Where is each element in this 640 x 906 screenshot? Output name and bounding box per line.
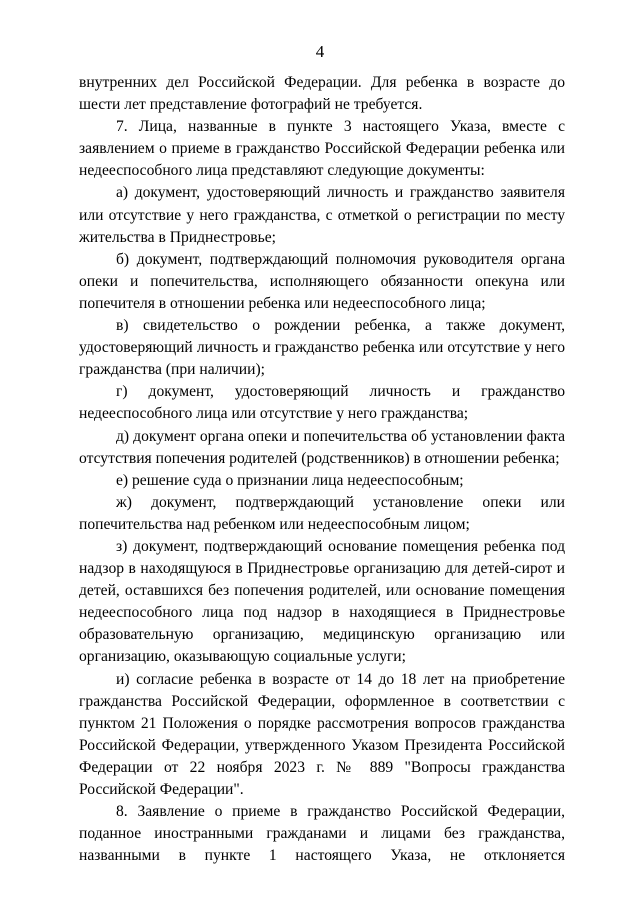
subitem-i: и) согласие ребенка в возрасте от 14 до 18 лет на приобретение гражданства Российской Федерации, оформленное в соответствии с пунктом 21 Положения о порядке рассмотрения вопросов гражданства Российской Федерации, утвержденного Указом Президента Российской Федерации от 22 ноября 2023 г. № 889 "Вопросы гражданства Российской Федерации". <box>79 670 565 798</box>
subitem-z: з) документ, подтверждающий основание помещения ребенка под надзор в находящуюся в Приднестровье организацию для детей-сирот и детей, оставшихся без попечения родителей, или основание помещения недееспособного лица под надзор в находящиеся в Приднестровье образовательную организацию, медицинскую организацию или организацию, оказывающую социальные услуги; <box>79 537 565 666</box>
subitem-b: б) документ, подтверждающий полномочия руководителя органа опеки и попечительства, исполняющего обязанности опекуна или попечителя в отношении ребенка или недееспособного лица; <box>79 250 565 312</box>
paragraph-item-8: 8. Заявление о приеме в гражданство Российской Федерации, поданное иностранными гражданами и лицами без гражданства, названными в пункте 1 настоящего Указа, не отклоняется <box>79 803 565 865</box>
subitem-g: г) документ, удостоверяющий личность и гражданство недееспособного лица или отсутствие у него гражданства; <box>79 383 565 423</box>
subitem-v: в) свидетельство о рождении ребенка, а также документ, удостоверяющий личность и гражданство ребенка или отсутствие у него гражданства (при наличии); <box>79 317 565 379</box>
document-body <box>79 72 565 867</box>
paragraph-item-7: 7. Лица, названные в пункте 3 настоящего Указа, вместе с заявлением о приеме в гражданство Российской Федерации ребенка или недееспособного лица представляют следующие документы: <box>79 118 565 180</box>
paragraph-continuation: внутренних дел Российской Федерации. Для ребенка в возрасте до шести лет представление фотографий не требуется. <box>79 74 565 114</box>
subitem-d: д) документ органа опеки и попечительства об установлении факта отсутствия попечения родителей (родственников) в отношении ребенка; <box>79 427 565 467</box>
page-number: 4 <box>315 42 325 61</box>
subitem-zh: ж) документ, подтверждающий установление опеки или попечительства над ребенком или недееспособным лицом; <box>79 493 565 533</box>
subitem-a: а) документ, удостоверяющий личность и гражданство заявителя или отсутствие у него гражданства, с отметкой о регистрации по месту жительства в Приднестровье; <box>79 184 565 246</box>
subitem-e: е) решение суда о признании лица недееспособным; <box>116 471 464 489</box>
